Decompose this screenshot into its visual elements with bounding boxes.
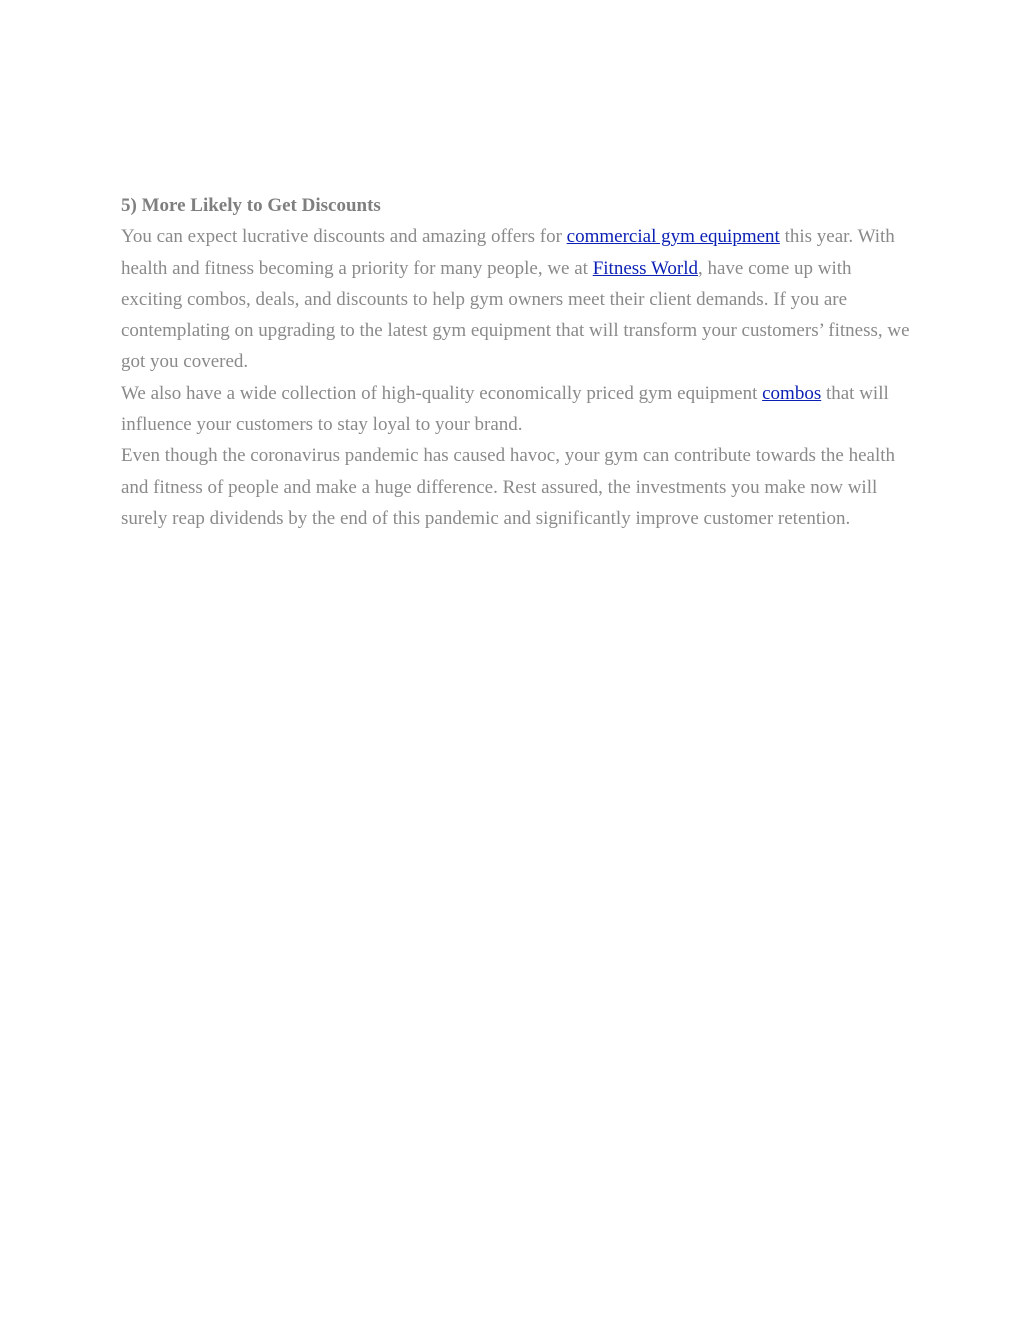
commercial-gym-equipment-link[interactable]: commercial gym equipment xyxy=(566,226,780,248)
paragraph-text: We also have a wide collection of high-quality economically priced gym equipment xyxy=(121,382,763,404)
section-heading: 5) More Likely to Get Discounts xyxy=(121,195,381,216)
paragraph-text: this year. With health and fitness becoming a priority for many people, we at xyxy=(121,226,895,279)
paragraph-discounts xyxy=(121,221,911,377)
paragraph-text: that will influence your customers to stay loyal to your brand. xyxy=(121,382,889,436)
paragraph-combos xyxy=(121,378,911,441)
paragraph-text: You can expect lucrative discounts and amazing offers for xyxy=(121,226,567,248)
paragraph-text: , have come up with exciting combos, deals, and discounts to help gym owners meet their client demands. If you are contemplating on upgrading to the latest gym equipment that will transform your customers’ fitness, we got you covered. xyxy=(121,257,910,373)
combos-link[interactable]: combos xyxy=(762,382,822,404)
fitness-world-link[interactable]: Fitness World xyxy=(592,257,698,279)
article-body xyxy=(121,190,911,534)
paragraph-pandemic: Even though the coronavirus pandemic has caused havoc, your gym can contribute towards the health and fitness of people and make a huge difference. Rest assured, the investments you make now will surely reap dividends by the end of this pandemic and significantly improve customer retention. xyxy=(121,445,896,529)
